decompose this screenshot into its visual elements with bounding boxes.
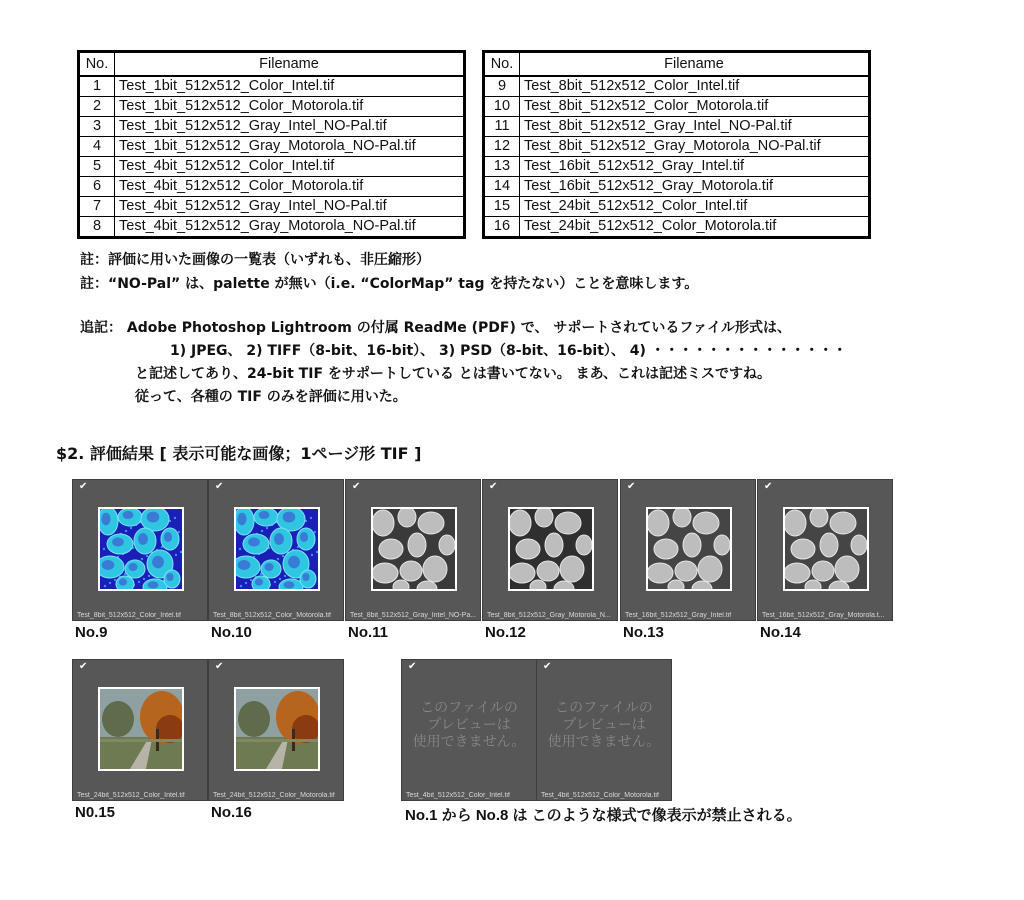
thumbnail-filename: Test_24bit_512x512_Color_Motorola.tif [213, 792, 335, 799]
row-number: 16 [484, 217, 520, 238]
thumbnail-filename: Test_8bit_512x512_Color_Intel.tif [77, 612, 181, 619]
thumbnail-caption: No.11 [348, 624, 389, 641]
table-row [484, 197, 870, 217]
checkmark-icon[interactable]: ✔ [764, 481, 773, 492]
cell-image-color [98, 507, 184, 591]
table-row [484, 76, 870, 97]
thumbnail-filename: Test_8bit_512x512_Color_Motorola.tif [213, 612, 331, 619]
row-number: 14 [484, 177, 520, 197]
addendum-line-3: と記述してあり、24-bit TIF をサポートしている とは書いてない。 まあ、これは記述ミスですね。 [135, 366, 772, 382]
table-row [79, 177, 465, 197]
cell-image-gray [508, 507, 594, 591]
table-row [79, 97, 465, 117]
row-filename: Test_24bit_512x512_Color_Motorola.tif [520, 217, 870, 238]
thumbnail-caption: No.10 [211, 624, 252, 641]
row-number: 12 [484, 137, 520, 157]
thumbnail[interactable] [208, 659, 344, 801]
row-number: 5 [79, 157, 115, 177]
note-no-pal: 註：“NO-Pal” は、palette が無い（i.e. “ColorMap” tag を持たない）ことを意味します。 [80, 276, 699, 292]
row-filename: Test_1bit_512x512_Gray_Intel_NO-Pal.tif [115, 117, 465, 137]
row-filename: Test_24bit_512x512_Color_Intel.tif [520, 197, 870, 217]
col-header-no: No. [484, 52, 520, 77]
thumbnail-caption: No.12 [485, 624, 526, 641]
table-row [484, 97, 870, 117]
thumbnail-caption: No.13 [623, 624, 664, 641]
thumbnail-filename: Test_24bit_512x512_Color_Intel.tif [77, 792, 185, 799]
row-number: 4 [79, 137, 115, 157]
checkmark-icon[interactable]: ✔ [215, 661, 224, 672]
table-row [484, 117, 870, 137]
blocked-caption: No.1 から No.8 は このような様式で像表示が禁止される。 [405, 807, 802, 824]
thumbnail[interactable] [72, 479, 208, 621]
thumbnail-caption: No.14 [760, 624, 801, 641]
row-number: 7 [79, 197, 115, 217]
checkmark-icon[interactable]: ✔ [79, 481, 88, 492]
checkmark-icon[interactable]: ✔ [215, 481, 224, 492]
col-header-filename: Filename [520, 52, 870, 77]
row-filename: Test_4bit_512x512_Gray_Motorola_NO-Pal.tif [115, 217, 465, 238]
row-filename: Test_1bit_512x512_Color_Intel.tif [115, 76, 465, 97]
thumbnail-filename: Test_4bit_512x512_Color_Intel.tif [406, 792, 510, 799]
row-number: 10 [484, 97, 520, 117]
thumbnail-caption: No.9 [75, 624, 108, 641]
note-table-caption: 註：評価に用いた画像の一覧表（いずれも、非圧縮形） [80, 252, 430, 268]
cell-image-gray [783, 507, 869, 591]
section-title: $2. 評価結果 [ 表示可能な画像；1ページ形 TIF ] [56, 444, 422, 463]
row-number: 15 [484, 197, 520, 217]
row-filename: Test_4bit_512x512_Gray_Intel_NO-Pal.tif [115, 197, 465, 217]
row-filename: Test_1bit_512x512_Gray_Motorola_NO-Pal.tif [115, 137, 465, 157]
checkmark-icon[interactable]: ✔ [627, 481, 636, 492]
thumbnail[interactable] [757, 479, 893, 621]
addendum-line-4: 従って、各種の TIF のみを評価に用いた。 [135, 389, 407, 405]
col-header-filename: Filename [115, 52, 465, 77]
row-filename: Test_4bit_512x512_Color_Motorola.tif [115, 177, 465, 197]
thumbnail-blocked[interactable] [536, 659, 672, 801]
table-row [79, 76, 465, 97]
thumbnail[interactable] [345, 479, 481, 621]
addendum-line-1: 追記： Adobe Photoshop Lightroom の付属 ReadMe (PDF) で、 サポートされているファイル形式は、 [80, 320, 792, 336]
thumbnail-filename: Test_8bit_512x512_Gray_Intel_NO-Pa... [350, 612, 477, 619]
row-filename: Test_8bit_512x512_Gray_Motorola_NO-Pal.tif [520, 137, 870, 157]
table-row [484, 157, 870, 177]
cell-image-color [234, 507, 320, 591]
row-number: 13 [484, 157, 520, 177]
file-table-left [77, 50, 466, 239]
row-number: 11 [484, 117, 520, 137]
addendum-line-2: 1) JPEG、 2) TIFF（8-bit、16-bit）、 3) PSD（8-bit、16-bit）、 4) ・・・・・・・・・・・・・・ [170, 343, 847, 359]
row-number: 3 [79, 117, 115, 137]
row-filename: Test_4bit_512x512_Color_Intel.tif [115, 157, 465, 177]
checkmark-icon[interactable]: ✔ [408, 661, 417, 672]
thumbnail[interactable] [208, 479, 344, 621]
row-filename: Test_16bit_512x512_Gray_Intel.tif [520, 157, 870, 177]
park-photo [234, 687, 320, 771]
checkmark-icon[interactable]: ✔ [79, 661, 88, 672]
table-row [79, 197, 465, 217]
row-filename: Test_1bit_512x512_Color_Motorola.tif [115, 97, 465, 117]
table-row [484, 177, 870, 197]
row-filename: Test_8bit_512x512_Gray_Intel_NO-Pal.tif [520, 117, 870, 137]
thumbnail-filename: Test_4bit_512x512_Color_Motorola.tif [541, 792, 659, 799]
thumbnail[interactable] [620, 479, 756, 621]
row-number: 9 [484, 76, 520, 97]
park-photo [98, 687, 184, 771]
checkmark-icon[interactable]: ✔ [489, 481, 498, 492]
row-filename: Test_16bit_512x512_Gray_Motorola.tif [520, 177, 870, 197]
col-header-no: No. [79, 52, 115, 77]
row-number: 2 [79, 97, 115, 117]
thumbnail-blocked[interactable] [401, 659, 537, 801]
row-filename: Test_8bit_512x512_Color_Motorola.tif [520, 97, 870, 117]
checkmark-icon[interactable]: ✔ [352, 481, 361, 492]
table-row [79, 157, 465, 177]
row-number: 1 [79, 76, 115, 97]
thumbnail-caption: No.16 [211, 804, 252, 821]
no-preview-message: このファイルの プレビューは 使用できません。 [412, 700, 526, 750]
table-row [79, 217, 465, 238]
cell-image-gray [371, 507, 457, 591]
cell-image-gray [646, 507, 732, 591]
thumbnail-caption: N0.15 [75, 804, 116, 821]
row-filename: Test_8bit_512x512_Color_Intel.tif [520, 76, 870, 97]
table-row [79, 117, 465, 137]
thumbnail-filename: Test_16bit_512x512_Gray_Motorola.t... [762, 612, 885, 619]
table-row [484, 137, 870, 157]
row-number: 6 [79, 177, 115, 197]
thumbnail-filename: Test_8bit_512x512_Gray_Motorola_N... [487, 612, 611, 619]
file-table-right [482, 50, 871, 239]
no-preview-message: このファイルの プレビューは 使用できません。 [547, 700, 661, 750]
table-row [79, 137, 465, 157]
row-number: 8 [79, 217, 115, 238]
thumbnail-filename: Test_16bit_512x512_Gray_Intel.tif [625, 612, 732, 619]
table-row [484, 217, 870, 238]
thumbnail[interactable] [72, 659, 208, 801]
checkmark-icon[interactable]: ✔ [543, 661, 552, 672]
thumbnail[interactable] [482, 479, 618, 621]
